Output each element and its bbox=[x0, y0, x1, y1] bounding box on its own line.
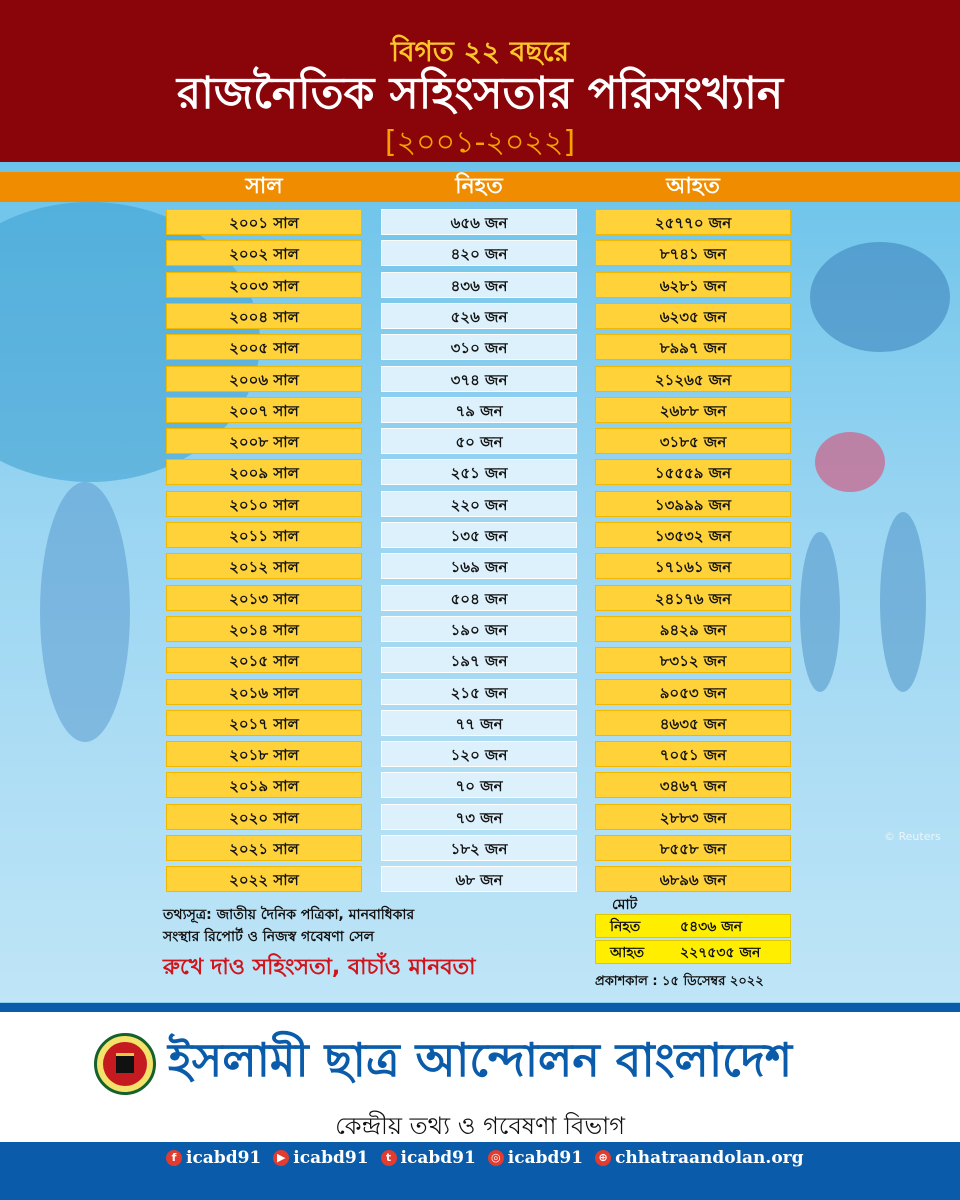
injured-cell: ৮৯৯৭ জন bbox=[595, 334, 791, 360]
year-cell: ২০১৯ সাল bbox=[166, 772, 362, 798]
social-handle: icabd91 bbox=[293, 1148, 369, 1168]
injured-cell: ৮৭৪১ জন bbox=[595, 240, 791, 266]
twitter-icon: t bbox=[381, 1150, 397, 1166]
injured-cell: ১৩৫৩২ জন bbox=[595, 522, 791, 548]
injured-cell: ৩৪৬৭ জন bbox=[595, 772, 791, 798]
total-killed bbox=[595, 914, 791, 938]
flag-circle-shape bbox=[815, 432, 885, 492]
injured-cell: ১৫৫৫৯ জন bbox=[595, 459, 791, 485]
source-line: সংস্থার রিপোর্ট ও নিজস্ব গবেষণা সেল bbox=[163, 929, 375, 945]
year-cell: ২০০৭ সাল bbox=[166, 397, 362, 423]
total-killed-value: ৫৪৩৬ জন bbox=[680, 919, 743, 935]
social-handle: icabd91 bbox=[507, 1148, 584, 1168]
year-cell: ২০০২ সাল bbox=[166, 240, 362, 266]
year-range: [২০০১-২০২২] bbox=[384, 125, 576, 160]
slogan: রুখে দাও সহিংসতা, বাচাঁও মানবতা bbox=[163, 955, 476, 980]
year-cell: ২০১১ সাল bbox=[166, 522, 362, 548]
injured-cell: ৪৬৩৫ জন bbox=[595, 710, 791, 736]
injured-cell: ২৮৮৩ জন bbox=[595, 804, 791, 830]
injured-cell: ৮৩১২ জন bbox=[595, 647, 791, 673]
social-link[interactable] bbox=[381, 1148, 476, 1168]
social-link[interactable] bbox=[488, 1148, 583, 1168]
department-name: কেন্দ্রীয় তথ্য ও গবেষণা বিভাগ bbox=[335, 1112, 625, 1140]
killed-cell: ৬৫৬ জন bbox=[381, 209, 577, 235]
injured-cell: ১৭১৬১ জন bbox=[595, 553, 791, 579]
killed-cell: ১৮২ জন bbox=[381, 835, 577, 861]
year-cell: ২০০৩ সাল bbox=[166, 272, 362, 298]
killed-cell: ৩১০ জন bbox=[381, 334, 577, 360]
total-injured bbox=[595, 940, 791, 964]
total-label: মোট bbox=[612, 897, 638, 913]
year-cell: ২০০৮ সাল bbox=[166, 428, 362, 454]
killed-cell: ৬৮ জন bbox=[381, 866, 577, 892]
website-icon: ⊕ bbox=[595, 1150, 611, 1166]
killed-cell: ৫২৬ জন bbox=[381, 303, 577, 329]
facebook-icon: f bbox=[166, 1150, 182, 1166]
killed-cell: ৭০ জন bbox=[381, 772, 577, 798]
killed-cell: ৩৭৪ জন bbox=[381, 366, 577, 392]
person-shape bbox=[40, 482, 130, 742]
killed-cell: ৪২০ জন bbox=[381, 240, 577, 266]
year-cell: ২০০৪ সাল bbox=[166, 303, 362, 329]
column-header-year: সাল bbox=[245, 174, 283, 199]
person-shape bbox=[800, 532, 840, 692]
year-cell: ২০১০ সাল bbox=[166, 491, 362, 517]
header-subtitle: বিগত ২২ বছরে bbox=[390, 35, 570, 68]
killed-cell: ১২০ জন bbox=[381, 741, 577, 767]
killed-cell: ৭৭ জন bbox=[381, 710, 577, 736]
injured-cell: ৬২৩৫ জন bbox=[595, 303, 791, 329]
injured-cell: ৬২৮১ জন bbox=[595, 272, 791, 298]
year-cell: ২০১৪ সাল bbox=[166, 616, 362, 642]
youtube-icon: ▶ bbox=[273, 1150, 289, 1166]
year-cell: ২০২০ সাল bbox=[166, 804, 362, 830]
social-handle: icabd91 bbox=[400, 1148, 476, 1168]
social-handle: icabd91 bbox=[186, 1148, 262, 1168]
killed-cell: ১৬৯ জন bbox=[381, 553, 577, 579]
killed-cell: ৪৩৬ জন bbox=[381, 272, 577, 298]
killed-cell: ২২০ জন bbox=[381, 491, 577, 517]
footer-banner bbox=[0, 1012, 960, 1142]
year-cell: ২০২২ সাল bbox=[166, 866, 362, 892]
footer bbox=[0, 1003, 960, 1200]
injured-cell: ২৫৭৭০ জন bbox=[595, 209, 791, 235]
year-cell: ২০১৫ সাল bbox=[166, 647, 362, 673]
injured-cell: ৬৮৯৬ জন bbox=[595, 866, 791, 892]
year-cell: ২০১৬ সাল bbox=[166, 679, 362, 705]
killed-cell: ১৩৫ জন bbox=[381, 522, 577, 548]
social-handle: chhatraandolan.org bbox=[615, 1148, 804, 1168]
source-line: তথ্যসূত্র: জাতীয় দৈনিক পত্রিকা, মানবাধিকার bbox=[163, 907, 415, 923]
organization-logo bbox=[94, 1033, 156, 1095]
column-header-injured: আহত bbox=[666, 174, 720, 199]
injured-cell: ২৪১৭৬ জন bbox=[595, 585, 791, 611]
injured-cell: ৯৪২৯ জন bbox=[595, 616, 791, 642]
injured-cell: ১৩৯৯৯ জন bbox=[595, 491, 791, 517]
injured-cell: ৩১৮৫ জন bbox=[595, 428, 791, 454]
injured-cell: ৮৫৫৮ জন bbox=[595, 835, 791, 861]
column-header-bar bbox=[0, 172, 960, 202]
total-killed-label: নিহত bbox=[610, 919, 641, 935]
social-link[interactable] bbox=[273, 1148, 368, 1168]
total-injured-value: ২২৭৫৩৫ জন bbox=[680, 945, 761, 961]
injured-cell: ৭০৫১ জন bbox=[595, 741, 791, 767]
killed-cell: ২৫১ জন bbox=[381, 459, 577, 485]
kaaba-icon bbox=[116, 1053, 134, 1073]
killed-cell: ১৯০ জন bbox=[381, 616, 577, 642]
total-injured-label: আহত bbox=[610, 945, 645, 961]
year-cell: ২০১৭ সাল bbox=[166, 710, 362, 736]
source-note bbox=[163, 904, 583, 948]
column-header-killed: নিহত bbox=[455, 174, 503, 199]
social-link[interactable] bbox=[595, 1148, 803, 1168]
year-cell: ২০২১ সাল bbox=[166, 835, 362, 861]
year-cell: ২০১৩ সাল bbox=[166, 585, 362, 611]
killed-cell: ৭৯ জন bbox=[381, 397, 577, 423]
killed-cell: ৫০ জন bbox=[381, 428, 577, 454]
organization-name: ইসলামী ছাত্র আন্দোলন বাংলাদেশ bbox=[168, 1033, 793, 1087]
publish-date: প্রকাশকাল : ১৫ ডিসেম্বর ২০২২ bbox=[595, 974, 764, 989]
killed-cell: ১৯৭ জন bbox=[381, 647, 577, 673]
year-cell: ২০০৬ সাল bbox=[166, 366, 362, 392]
injured-cell: ২৬৮৮ জন bbox=[595, 397, 791, 423]
year-cell: ২০০৯ সাল bbox=[166, 459, 362, 485]
year-cell: ২০০১ সাল bbox=[166, 209, 362, 235]
injured-cell: ২১২৬৫ জন bbox=[595, 366, 791, 392]
social-links bbox=[166, 1145, 816, 1171]
social-link[interactable] bbox=[166, 1148, 261, 1168]
injured-cell: ৯০৫৩ জন bbox=[595, 679, 791, 705]
killed-cell: ৫০৪ জন bbox=[381, 585, 577, 611]
photo-credit: © Reuters bbox=[884, 830, 941, 843]
flag-shape bbox=[810, 242, 950, 352]
header bbox=[0, 0, 960, 162]
year-cell: ২০১২ সাল bbox=[166, 553, 362, 579]
killed-cell: ২১৫ জন bbox=[381, 679, 577, 705]
instagram-icon: ◎ bbox=[488, 1150, 504, 1166]
page-title: রাজনৈতিক সহিংসতার পরিসংখ্যান bbox=[176, 68, 784, 119]
year-cell: ২০০৫ সাল bbox=[166, 334, 362, 360]
year-cell: ২০১৮ সাল bbox=[166, 741, 362, 767]
killed-cell: ৭৩ জন bbox=[381, 804, 577, 830]
person-shape bbox=[880, 512, 926, 692]
